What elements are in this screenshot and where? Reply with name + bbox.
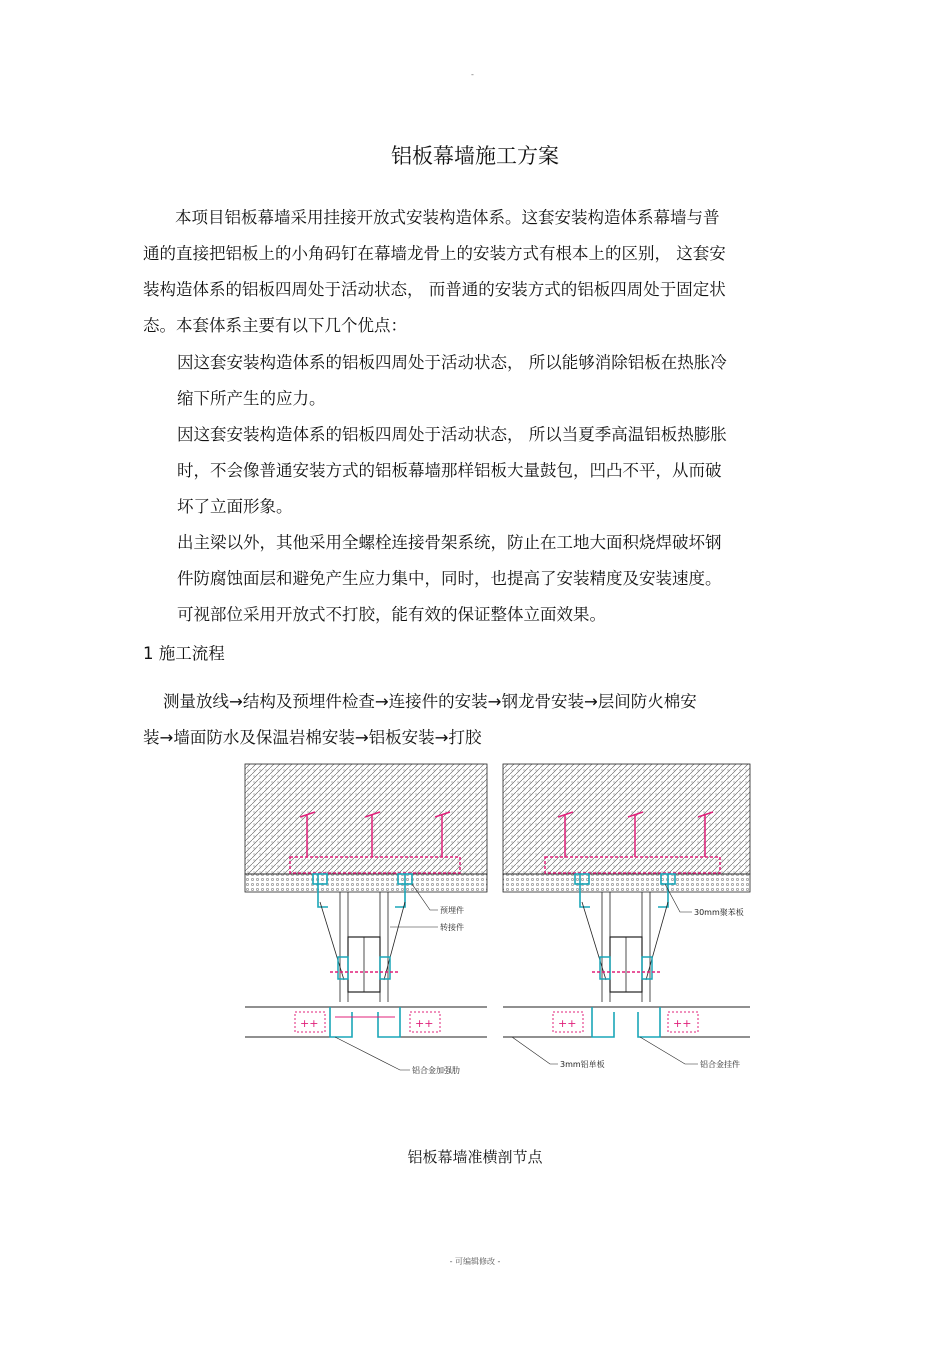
right-detail <box>503 764 750 1069</box>
insulation-layer <box>503 874 750 892</box>
label-connector: 转接件 <box>440 923 464 932</box>
insulation-layer <box>245 874 487 892</box>
plus-mark: ++ <box>673 1017 692 1030</box>
header-mark: - <box>471 70 474 79</box>
label-panel: 3mm铝单板 <box>560 1060 605 1069</box>
intro-line: 本项目铝板幕墙采用挂接开放式安装构造体系。这套安装构造体系幕墙与普 <box>175 208 720 227</box>
flow-line: 装→墙面防水及保温岩棉安装→铝板安装→打胶 <box>143 728 482 747</box>
panel-hangers <box>592 1007 660 1037</box>
intro-line: 装构造体系的铝板四周处于活动状态， 而普通的安装方式的铝板四周处于固定状 <box>143 280 726 299</box>
aluminum-panels <box>245 1007 487 1037</box>
drawing-svg <box>240 762 755 1082</box>
advantages-list <box>177 345 727 633</box>
label-insulation: 30mm聚苯板 <box>694 908 744 917</box>
aluminum-panels <box>503 1007 750 1037</box>
plus-mark: ++ <box>415 1017 434 1030</box>
figure-caption: 铝板幕墙准横剖节点 <box>407 1148 543 1166</box>
advantage-line: 出主梁以外，其他采用全螺栓连接骨架系统，防止在工地大面积烧焊破坏钢 <box>177 533 722 552</box>
label-hanger: 铝合金挂件 <box>700 1060 740 1069</box>
section-drawing <box>240 762 755 1082</box>
advantage-line: 件防腐蚀面层和避免产生应力集中，同时，也提高了安装精度及安装速度。 <box>177 569 722 588</box>
label-stiffener: 铝合金加强肋 <box>412 1066 460 1075</box>
advantage-line: 因这套安装构造体系的铝板四周处于活动状态， 所以当夏季高温铝板热膨胀 <box>177 425 727 444</box>
advantage-line: 缩下所产生的应力。 <box>177 389 326 408</box>
intro-line: 通的直接把铝板上的小角码钉在幕墙龙骨上的安装方式有根本上的区别， 这套安 <box>143 244 726 263</box>
document-title: 铝板幕墙施工方案 <box>391 144 559 168</box>
left-detail <box>245 764 487 1075</box>
page-footer: - 可编辑修改 - <box>449 1257 501 1266</box>
intro-paragraph <box>143 200 811 344</box>
advantage-line: 坏了立面形象。 <box>177 497 293 516</box>
advantage-line: 时，不会像普通安装方式的铝板幕墙那样铝板大量鼓包，凹凸不平，从而破 <box>177 461 722 480</box>
label-embedded: 预埋件 <box>440 906 464 915</box>
advantage-line: 因这套安装构造体系的铝板四周处于活动状态， 所以能够消除铝板在热胀冷 <box>177 353 727 372</box>
plus-mark: ++ <box>558 1017 577 1030</box>
plus-mark: ++ <box>300 1017 319 1030</box>
section-heading: 1 施工流程 <box>143 644 225 663</box>
intro-line: 态。本套体系主要有以下几个优点： <box>143 316 407 335</box>
construction-flow <box>143 684 697 756</box>
flow-line: 测量放线→结构及预埋件检查→连接件的安装→钢龙骨安装→层间防火棉安 <box>163 692 697 711</box>
advantage-line: 可视部位采用开放式不打胶，能有效的保证整体立面效果。 <box>177 605 606 624</box>
panel-hangers <box>330 1007 400 1037</box>
